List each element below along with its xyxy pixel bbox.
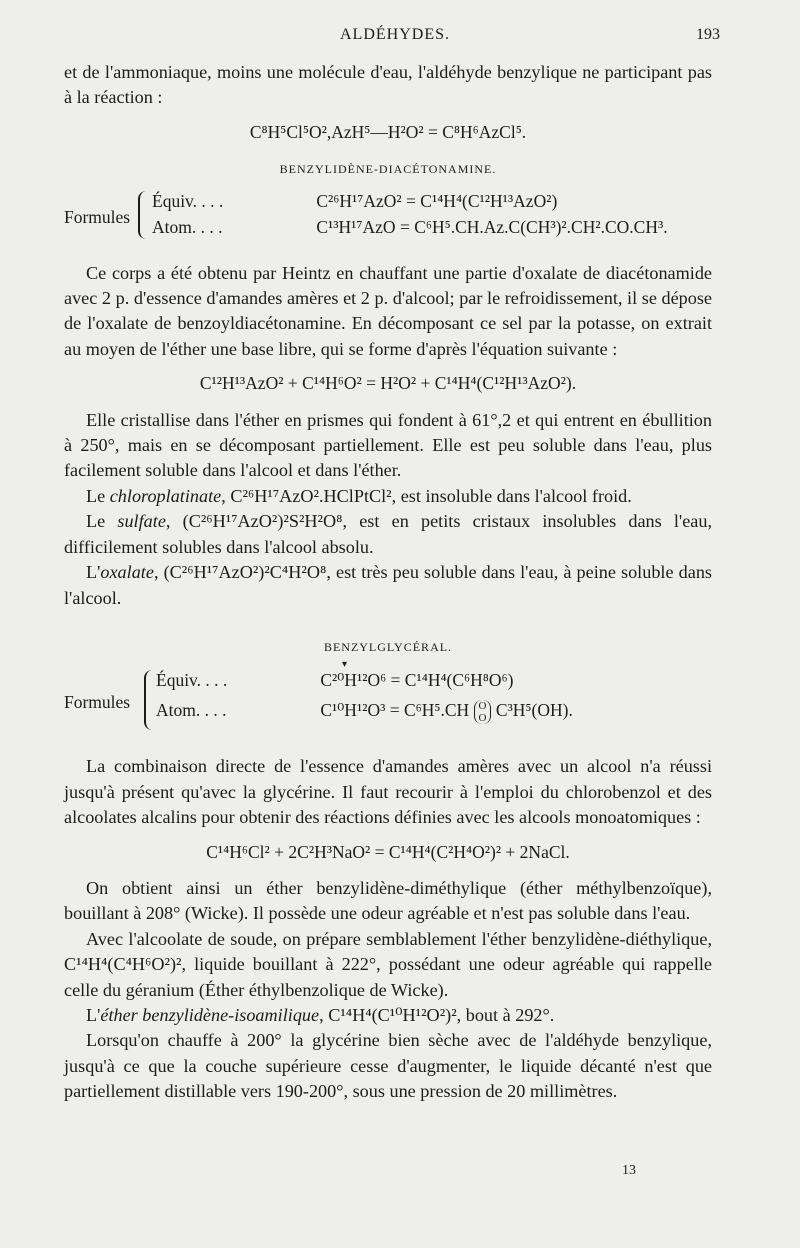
text-run: , (C²⁶H¹⁷AzO²)²C⁴H²O⁸, est très peu soluble dans l'eau, à peine soluble dans l'alcool. — [64, 562, 712, 608]
oxygen-top: O — [478, 700, 487, 713]
paragraph: et de l'ammoniaque, moins une molécule d'eau, l'aldéhyde benzylique ne participant pas à la réaction : — [64, 62, 712, 108]
brace-mark — [144, 670, 152, 730]
paragraph: Avec l'alcoolate de soude, on prépare semblablement l'éther benzylidène-diéthylique, C¹⁴H⁴(C⁴H⁶O²)², liquide bouillant à 222°, possédant une odeur agréable qui rappelle celle du géranium (Éther éthylbenzolique de Wicke). — [64, 928, 712, 1000]
text-run: Le — [86, 511, 118, 532]
emphasis-term: oxalate — [100, 562, 154, 583]
text-run: L' — [86, 1004, 101, 1025]
formula-value: C²⁰H¹²O⁶ = C¹⁴H⁴(C⁶H⁸O⁶) — [320, 670, 514, 691]
formula-equiv-row — [156, 668, 513, 693]
formula-key: Équiv. . . . — [156, 670, 228, 691]
formula-key: Atom. . . . — [156, 700, 227, 721]
paragraph: Lorsqu'on chauffe à 200° la glycérine bien sèche avec de l'aldéhyde benzylique, jusqu'à ce que la couche supérieure cesse d'augmenter, le liquide décanté n'est que partiellement distillable vers 190-200°, sous une pression de 20 millimètres. — [64, 1030, 712, 1102]
brace-mark — [138, 191, 146, 239]
paragraph: Elle cristallise dans l'éther en prismes qui fondent à 61°,2 et qui entrent en ébullition à 250°, mais en se décomposant partiellement. Elle est peu soluble dans l'eau, plus facilement soluble dans l'alcool et dans l'éther. — [64, 409, 712, 481]
text-run: Le — [86, 485, 110, 506]
formula-key: Atom. . . . — [152, 216, 223, 237]
paragraph — [64, 484, 712, 509]
text-run: , C¹⁴H⁴(C¹⁰H¹²O²)², bout à 292°. — [319, 1004, 555, 1025]
paragraph: On obtient ainsi un éther benzylidène-diméthylique (éther méthylbenzoïque), bouillant à 208° (Wicke). Il possède une odeur agréable et n'est pas soluble dans l'eau. — [64, 877, 712, 924]
oxygen-bottom: O — [478, 712, 487, 725]
equation: C¹⁴H⁶Cl² + 2C²H³NaO² = C¹⁴H⁴(C²H⁴O²)² + 2NaCl. — [206, 841, 570, 862]
equation: C¹²H¹³AzO² + C¹⁴H⁶O² = H²O² + C¹⁴H⁴(C¹²H¹³AzO²). — [199, 373, 577, 394]
formula-value: C²⁶H¹⁷AzO² = C¹⁴H⁴(C¹²H¹³AzO²) — [316, 190, 558, 211]
paragraph: Ce corps a été obtenu par Heintz en chauffant une partie d'oxalate de diacétonamide avec 2 p. d'essence d'amandes amères et 2 p. d'alcool; par le refroidissement, il se dépose de l'oxalate de benzoyldiacétonamine. En décomposant ce sel par la potasse, on extrait au moyen de l'éther une base libre, qui se forme d'après l'équation suivante : — [64, 262, 712, 359]
text-run: L' — [86, 562, 101, 583]
paragraph — [64, 560, 712, 611]
formula-atom-row — [152, 215, 668, 240]
emphasis-term: éther benzylidène-isoamilique — [100, 1004, 320, 1025]
signature-mark: 13 — [622, 1163, 636, 1178]
running-head — [0, 22, 800, 50]
paragraph — [64, 1003, 712, 1028]
emphasis-term: sulfate — [117, 511, 166, 532]
formula-block — [64, 668, 712, 738]
formula-block — [64, 189, 712, 247]
formula-label: Formules — [64, 206, 131, 227]
paragraph — [64, 509, 712, 560]
formula-value: C¹⁰H¹²O³ = C⁶H⁵.CH — [320, 700, 470, 721]
section-heading: BENZYLIDÈNE-DIACÉTONAMINE. — [279, 162, 497, 177]
acetal-bracket — [474, 700, 492, 724]
running-title: ALDÉHYDES. — [340, 26, 450, 43]
formula-key: Équiv. . . . — [152, 190, 224, 211]
print-mark: ▾ — [342, 659, 348, 670]
formula-equiv-row — [152, 189, 557, 214]
equation: C⁸H⁵Cl⁵O²,AzH⁵—H²O² = C⁸H⁶AzCl⁵. — [249, 121, 527, 142]
formula-value: C¹³H¹⁷AzO = C⁶H⁵.CH.Az.C(CH³)².CH².CO.CH³. — [316, 216, 668, 237]
formula-label: Formules — [64, 692, 131, 713]
formula-atom-row — [156, 698, 573, 724]
formula-value: C³H⁵(OH). — [495, 700, 573, 721]
page-body — [64, 60, 712, 1105]
emphasis-term: chloroplatinate — [109, 485, 222, 506]
text-run: , (C²⁶H¹⁷AzO²)²S²H²O⁸, est en petits cristaux insolubles dans l'eau, difficilement solubles dans l'alcool absolu. — [64, 511, 712, 557]
section-heading: BENZYLGLYCÉRAL. — [323, 639, 453, 654]
page-number: 193 — [696, 26, 720, 43]
text-run: , C²⁶H¹⁷AzO².HClPtCl², est insoluble dans l'alcool froid. — [221, 485, 632, 506]
paragraph: La combinaison directe de l'essence d'amandes amères avec un alcool n'a réussi jusqu'à présent qu'avec la glycérine. Il faut recourir à l'emploi du chlorobenzol et des alcoolates alcalins pour obtenir des réactions définies avec les alcools monoatomiques : — [64, 756, 712, 828]
